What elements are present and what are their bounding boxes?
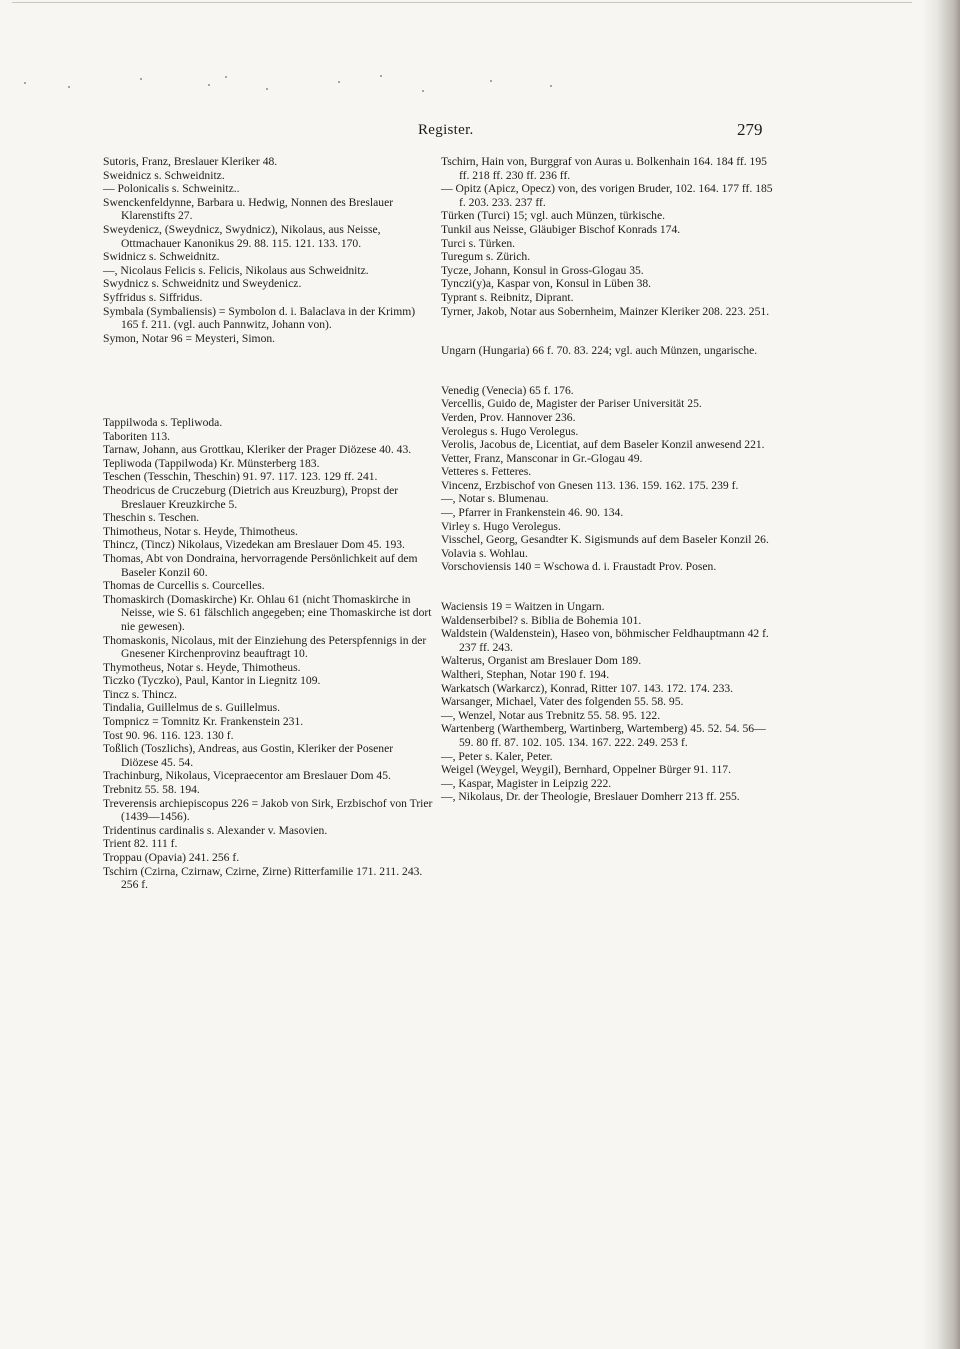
index-entry: Tompnicz = Tomnitz Kr. Frankenstein 231. — [103, 715, 304, 729]
index-entry: Trient 82. 111 f. — [103, 837, 178, 851]
index-entry: Trebnitz 55. 58. 194. — [103, 783, 200, 797]
index-entry: Sutoris, Franz, Breslauer Kleriker 48. — [103, 155, 278, 168]
index-entry: Turegum s. Zürich. — [441, 250, 531, 264]
index-entry: —, Pfarrer in Frankenstein 46. 90. 134. — [441, 506, 624, 520]
index-entry: Verden, Prov. Hannover 236. — [441, 410, 576, 424]
index-entry: Vercellis, Guido de, Magister der Pariser Universität 25. — [441, 397, 702, 411]
index-entry: Warkatsch (Warkarcz), Konrad, Ritter 107. 143. 172. 174. 233. — [441, 681, 734, 695]
index-entry: Turci s. Türken. — [441, 236, 516, 250]
index-entry: Vorschoviensis 140 = Wschowa d. i. Fraustadt Prov. Posen. — [441, 560, 717, 574]
index-entry: Sweydenicz, (Sweydnicz, Swydnicz), Nikolaus, aus Neisse, Ottmachauer Kanonikus 29. 88. 115. 121. 133. 170. — [103, 222, 381, 250]
index-entry: — Polonicalis s. Schweinitz.. — [103, 182, 240, 196]
index-entry: Waldstein (Waldenstein), Haseo von, böhmischer Feldhauptmann 42 f. 237 ff. 243. — [441, 627, 769, 654]
index-entry: Trachinburg, Nikolaus, Vicepraecentor am Breslauer Dom 45. — [103, 769, 391, 783]
left-column-t-entries — [103, 416, 433, 892]
section-gap — [441, 574, 776, 600]
index-entry: Tynczi(y)a, Kaspar von, Konsul in Lüben 38. — [441, 277, 652, 291]
index-entry: Tycze, Johann, Konsul in Gross-Glogau 35. — [441, 263, 644, 277]
index-entry: Tschirn, Hain von, Burggraf von Auras u. Bolkenhain 164. 184 ff. 195 ff. 218 ff. 230 ff. 236 ff. — [441, 155, 767, 182]
index-entry: Verolis, Jacobus de, Licentiat, auf dem Baseler Konzil anwesend 221. — [441, 438, 765, 452]
index-entry: Symbala (Symbaliensis) = Symbolon d. i. Balaclava in der Krimm) 165 f. 211. (vgl. auch Pannwitz, Johann von). — [103, 304, 416, 332]
section-gap — [441, 318, 776, 344]
index-entry: Thomas, Abt von Dondraina, hervorragende Persönlichkeit auf dem Baseler Konzil 60. — [103, 551, 418, 579]
index-entry: Warsanger, Michael, Vater des folgenden 55. 58. 95. — [441, 695, 684, 709]
index-entry: Typrant s. Reibnitz, Diprant. — [441, 290, 574, 304]
index-entry: Tschirn (Czirna, Czirnaw, Czirne, Zirne) Ritterfamilie 171. 211. 243. 256 f. — [103, 864, 423, 892]
index-entry: Waldenserbibel? s. Biblia de Bohemia 101. — [441, 613, 642, 627]
index-entry: Ungarn (Hungaria) 66 f. 70. 83. 224; vgl. auch Münzen, ungarische. — [441, 344, 758, 358]
index-entry: Thomaskonis, Nicolaus, mit der Einziehung des Peterspfennigs in der Gnesener Kirchenprovinz beauftragt 10. — [103, 633, 427, 661]
index-entry: Thomas de Curcellis s. Courcelles. — [103, 579, 265, 593]
left-column-s-entries — [103, 155, 433, 345]
index-entry: Visschel, Georg, Gesandter K. Sigismunds auf dem Baseler Konzil 26. — [441, 533, 769, 547]
index-entry: Wartenberg (Warthemberg, Wartinberg, Wartemberg) 45. 52. 54. 56—59. 80 ff. 87. 102. 105. 134. 167. 222. 249. 253 f. — [441, 722, 766, 749]
index-entry: Thymotheus, Notar s. Heyde, Thimotheus. — [103, 660, 301, 674]
index-entry: —, Notar s. Blumenau. — [441, 492, 549, 506]
index-entry: Theschin s. Teschen. — [103, 511, 200, 525]
index-entry: —, Wenzel, Notar aus Trebnitz 55. 58. 95. 122. — [441, 708, 661, 722]
index-entry: Thomaskirch (Domaskirche) Kr. Ohlau 61 (nicht Thomaskirche in Neisse, wie S. 61 fälschlich angegeben; eine Thomaskirche ist dort nie gewesen). — [103, 592, 432, 633]
index-entry: Teschen (Tesschin, Theschin) 91. 97. 117. 123. 129 ff. 241. — [103, 470, 378, 484]
index-entry: Troppau (Opavia) 241. 256 f. — [103, 851, 240, 864]
index-entry: Tarnaw, Johann, aus Grottkau, Kleriker der Prager Diözese 40. 43. — [103, 443, 412, 457]
index-entry: Türken (Turci) 15; vgl. auch Münzen, türkische. — [441, 209, 665, 223]
index-entry: —, Kaspar, Magister in Leipzig 222. — [441, 776, 612, 790]
index-entry: Tyrner, Jakob, Notar aus Sobernheim, Mainzer Kleriker 208. 223. 251. — [441, 304, 770, 318]
index-entry: Volavia s. Wohlau. — [441, 546, 528, 560]
index-entry: —, Peter s. Kaler, Peter. — [441, 749, 553, 763]
index-entry: Swenckenfeldynne, Barbara u. Hedwig, Nonnen des Breslauer Klarenstifts 27. — [103, 195, 394, 223]
index-entry: Walterus, Organist am Breslauer Dom 189. — [441, 654, 642, 668]
index-entry: Vetteres s. Fetteres. — [441, 465, 532, 479]
index-entry: Treverensis archiepiscopus 226 = Jakob von Sirk, Erzbischof von Trier (1439—1456). — [103, 796, 433, 824]
scan-specks — [20, 72, 580, 102]
index-entry: Tappilwoda s. Tepliwoda. — [103, 416, 223, 429]
index-entry: Virley s. Hugo Verolegus. — [441, 519, 561, 533]
index-entry: —, Nikolaus, Dr. der Theologie, Breslauer Domherr 213 ff. 255. — [441, 790, 740, 804]
index-entry: Theodricus de Cruczeburg (Dietrich aus Kreuzburg), Propst der Breslauer Kreuzkirche 5. — [103, 483, 399, 511]
index-entry: Tunkil aus Neisse, Gläubiger Bischof Konrads 174. — [441, 222, 681, 236]
index-entry: —, Nicolaus Felicis s. Felicis, Nikolaus aus Schweidnitz. — [103, 263, 369, 277]
index-entry: Tindalia, Guillelmus de s. Guillelmus. — [103, 701, 281, 715]
index-entry: Thincz, (Tincz) Nikolaus, Vizedekan am Breslauer Dom 45. 193. — [103, 538, 405, 552]
index-entry: Tridentinus cardinalis s. Alexander v. Masovien. — [103, 823, 328, 837]
index-entry: Weigel (Weygel, Weygil), Bernhard, Oppelner Bürger 91. 117. — [441, 763, 731, 777]
index-entry: — Opitz (Apicz, Opecz) von, des vorigen Bruder, 102. 164. 177 ff. 185 f. 203. 233. 237 ff. — [441, 182, 773, 209]
index-entry: Thimotheus, Notar s. Heyde, Thimotheus. — [103, 524, 298, 538]
index-entry: Tincz s. Thincz. — [103, 687, 178, 701]
index-entry: Verolegus s. Hugo Verolegus. — [441, 424, 579, 438]
page-number: 279 — [737, 120, 763, 139]
index-entry: Tepliwoda (Tappilwoda) Kr. Münsterberg 183. — [103, 456, 320, 470]
right-column-entries — [441, 155, 776, 804]
index-entry: Vincenz, Erzbischof von Gnesen 113. 136. 159. 162. 175. 239 f. — [441, 478, 739, 492]
index-entry: Taboriten 113. — [103, 429, 171, 443]
index-entry: Syffridus s. Siffridus. — [103, 290, 203, 304]
index-entry: Sweidnicz s. Schweidnitz. — [103, 168, 225, 182]
index-entry: Tost 90. 96. 116. 123. 130 f. — [103, 728, 234, 742]
index-entry: Swydnicz s. Schweidnitz und Sweydenicz. — [103, 277, 302, 291]
index-entry: Ticzko (Tyczko), Paul, Kantor in Liegnitz 109. — [103, 674, 321, 688]
running-head: Register. — [418, 122, 474, 138]
index-entry: Waltheri, Stephan, Notar 190 f. 194. — [441, 668, 610, 681]
scan-top-edge — [12, 2, 912, 3]
index-entry: Toßlich (Toszlichs), Andreas, aus Gostin, Kleriker der Posener Diözese 45. 54. — [103, 742, 394, 769]
index-entry: Vetter, Franz, Mansconar in Gr.-Glogau 49. — [441, 451, 643, 465]
index-entry: Venedig (Venecia) 65 f. 176. — [441, 383, 574, 397]
scan-binding-edge — [922, 0, 960, 1349]
index-entry: Waciensis 19 = Waitzen in Ungarn. — [441, 600, 605, 614]
index-entry: Swidnicz s. Schweidnitz. — [103, 250, 220, 264]
section-gap — [441, 358, 776, 384]
index-entry: Symon, Notar 96 = Meysteri, Simon. — [103, 331, 276, 345]
